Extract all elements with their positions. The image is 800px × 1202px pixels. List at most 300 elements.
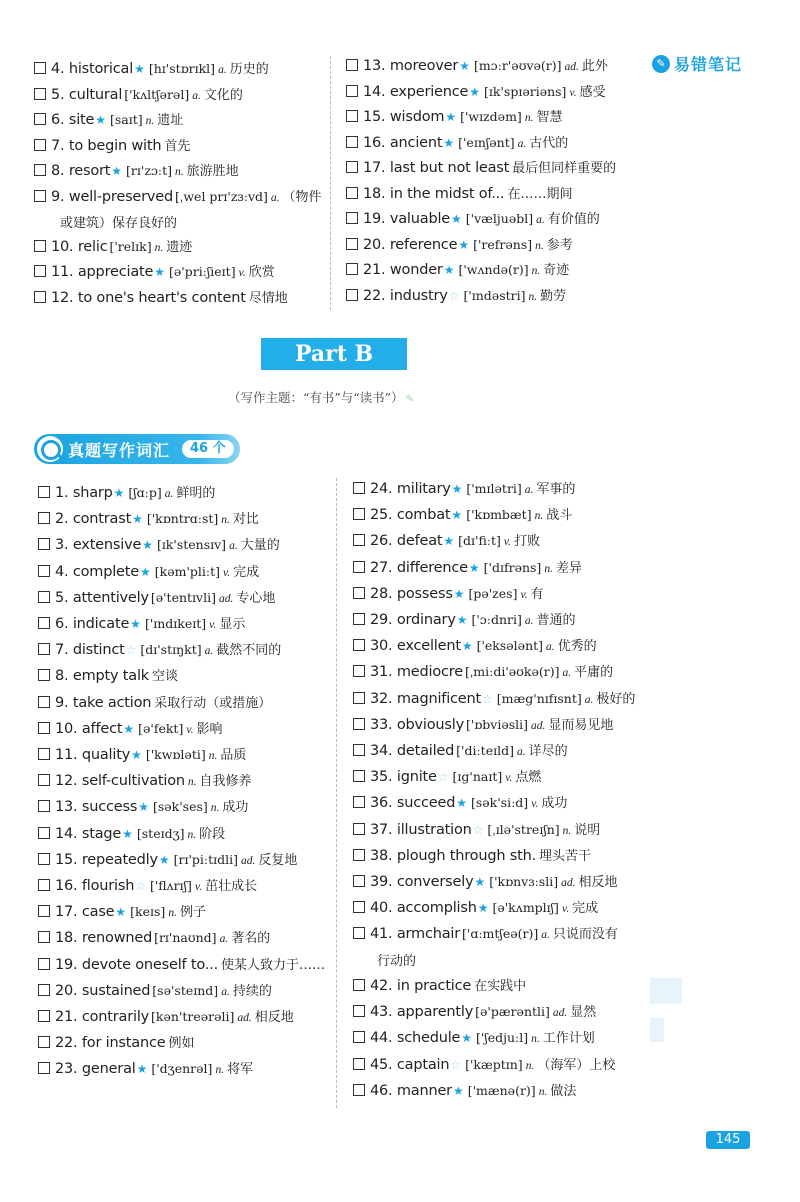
part-of-speech: a. <box>192 89 201 102</box>
part-of-speech: a. <box>204 645 214 658</box>
star-icon: ★ <box>138 800 149 815</box>
part-of-speech: v. <box>531 798 539 811</box>
part-of-speech: v. <box>520 588 528 601</box>
part-of-speech: n. <box>531 265 541 277</box>
part-of-speech: v. <box>503 536 512 549</box>
chinese-meaning: 采取行动（或措施） <box>154 695 272 711</box>
checkbox-icon[interactable] <box>34 62 46 74</box>
vocab-entry <box>38 1060 253 1079</box>
part-of-speech: n. <box>210 802 220 815</box>
checkbox-icon[interactable] <box>346 238 358 250</box>
phonetic: [keɪs] <box>130 904 166 920</box>
vocab-word: 43. apparently <box>370 1004 474 1021</box>
star-icon: ★ <box>461 1031 473 1046</box>
star-icon: ★ <box>451 482 463 496</box>
phonetic: [mɔːr'əʊvə(r)] <box>473 58 562 73</box>
vocab-entry <box>38 851 297 870</box>
chinese-meaning: 差异 <box>555 560 582 576</box>
vocab-entry <box>353 506 572 525</box>
vocab-entry <box>353 1082 576 1101</box>
checkbox-icon[interactable] <box>38 853 50 865</box>
phonetic: [ˌwel prɪ'zɜːvd] <box>175 188 268 204</box>
checkbox-icon[interactable] <box>353 823 365 835</box>
part-b-continuation-41: 行动的 <box>377 954 417 969</box>
phonetic: ['kɒmbæt] <box>466 507 532 523</box>
phonetic: [ɪg'naɪt] <box>452 769 503 785</box>
checkbox-icon[interactable] <box>353 482 365 494</box>
phonetic: ['flʌrɪʃ] <box>149 878 192 893</box>
part-of-speech: n. <box>215 1064 225 1077</box>
phonetic: [hɪ'stɒrɪkl] <box>148 61 216 76</box>
star-icon: ★ <box>452 1083 464 1098</box>
vocab-entry <box>353 637 597 656</box>
phonetic: [ə'priːʃieɪt] <box>169 264 236 279</box>
vocab-entry <box>34 188 322 207</box>
part-of-speech: n. <box>562 824 572 837</box>
star-icon: ★ <box>453 586 465 601</box>
part-of-speech: a. <box>218 64 227 76</box>
star-icon: ★ <box>142 538 153 553</box>
part-of-speech: n. <box>535 239 544 252</box>
part-of-speech: n. <box>524 112 534 124</box>
vocab-entry <box>34 86 243 105</box>
phonetic: ['kɒnvɜːsli] <box>489 874 559 889</box>
vocab-entry <box>38 667 178 686</box>
checkbox-icon[interactable] <box>38 722 50 734</box>
vocab-entry <box>38 694 271 713</box>
checkbox-icon[interactable] <box>353 561 365 573</box>
vocab-entry <box>34 162 239 181</box>
vocab-entry <box>353 742 568 761</box>
checkbox-icon[interactable] <box>353 1031 365 1043</box>
part-of-speech: a. <box>584 693 594 706</box>
phonetic: ['ɔːdnri] <box>471 612 522 627</box>
phonetic: [kəm'pliːt] <box>154 563 220 579</box>
chinese-meaning: 相反地 <box>254 1010 294 1025</box>
chinese-meaning: 鲜明的 <box>176 486 216 501</box>
phonetic: [ˌɪlə'streɪʃn] <box>487 821 560 837</box>
part-of-speech: v. <box>238 267 246 279</box>
star-icon: ★ <box>132 512 143 527</box>
checkbox-icon[interactable] <box>38 669 50 681</box>
vocab-word: 10. affect <box>55 720 123 737</box>
vocab-entry <box>353 794 567 813</box>
checkbox-icon[interactable] <box>38 617 50 629</box>
phonetic: ['mænə(r)] <box>467 1082 536 1098</box>
checkbox-icon[interactable] <box>353 1084 365 1096</box>
part-of-speech: v. <box>505 772 513 785</box>
part-b-title: Part B <box>261 338 407 370</box>
checkbox-icon[interactable] <box>34 88 46 100</box>
checkbox-icon[interactable] <box>353 901 365 913</box>
star-icon: ★ <box>443 135 455 150</box>
part-of-speech: a. <box>524 615 534 627</box>
vocab-word: 9. take action <box>55 694 152 711</box>
vocab-entry <box>38 772 252 791</box>
vocab-entry <box>353 1003 596 1022</box>
phonetic: [ə'fekt] <box>138 720 184 736</box>
phonetic: ['eɪnʃənt] <box>458 134 515 150</box>
phonetic: [rɪ'zɔːt] <box>126 163 173 178</box>
checkbox-icon[interactable] <box>353 692 365 704</box>
phonetic: ['refrəns] <box>473 236 533 252</box>
part-of-speech: n. <box>531 1033 540 1046</box>
vocab-word: 26. defeat <box>370 533 443 550</box>
vocab-entry <box>353 532 540 551</box>
part-of-speech: n. <box>534 510 544 523</box>
part-of-speech: v. <box>194 881 203 893</box>
phonetic: ['diːteɪld] <box>456 743 514 758</box>
vocab-entry <box>38 589 275 608</box>
vocab-word: 18. renowned <box>55 930 153 947</box>
vocab-word: 46. manner <box>370 1082 452 1099</box>
star-icon: ★ <box>458 237 470 252</box>
checkbox-icon[interactable] <box>38 905 50 917</box>
vocab-word: 5. attentively <box>55 589 149 606</box>
vocab-entry <box>38 536 280 555</box>
vocab-entry <box>38 929 270 948</box>
chinese-meaning: 自我修养 <box>199 774 252 790</box>
chinese-meaning: 茁壮成长 <box>205 879 258 894</box>
checkbox-icon[interactable] <box>353 613 365 625</box>
vocab-word: 25. combat <box>370 507 451 524</box>
vocab-entry <box>346 185 572 204</box>
checkbox-icon[interactable] <box>38 486 50 498</box>
checkbox-icon[interactable] <box>353 796 365 808</box>
checkbox-icon[interactable] <box>34 265 46 277</box>
part-of-speech: ad. <box>531 719 546 732</box>
chinese-meaning: 极好的 <box>596 691 636 707</box>
vocab-entry <box>38 956 325 975</box>
checkbox-icon[interactable] <box>353 744 365 756</box>
vocab-entry <box>34 263 275 282</box>
star-icon: ★ <box>468 560 480 575</box>
vocab-word: 35. ignite <box>370 769 437 786</box>
vocab-entry <box>34 289 288 308</box>
checkbox-icon[interactable] <box>353 849 365 861</box>
phonetic: ['ɒbviəsli] <box>465 716 529 732</box>
phonetic: ['ɑːmtʃeə(r)] <box>462 926 539 942</box>
checkbox-icon[interactable] <box>353 665 365 677</box>
vocab-word: 8. resort <box>51 163 111 179</box>
pencil-icon: ✎ <box>652 55 670 73</box>
vocab-word: 33. obviously <box>370 716 464 733</box>
checkbox-icon[interactable] <box>346 289 358 301</box>
phonetic: [steɪdʒ] <box>136 825 185 841</box>
checkbox-icon[interactable] <box>34 164 46 176</box>
vocab-entry <box>353 873 617 892</box>
chinese-meaning: 详尽的 <box>528 744 568 759</box>
vocab-word: 17. last but not least <box>363 160 510 176</box>
phonetic: [mæg'nɪfɪsnt] <box>496 690 582 706</box>
part-of-speech: n. <box>528 290 538 303</box>
vocab-entry <box>38 510 259 529</box>
writing-theme: （写作主题：“有书”与“读书”） ✎ <box>228 390 414 405</box>
phonetic: ['dʒenrəl] <box>151 1061 213 1077</box>
vocab-word: 7. distinct <box>55 642 125 659</box>
chinese-meaning: 显示 <box>219 617 246 632</box>
chinese-meaning: 优秀的 <box>557 639 597 655</box>
vocab-entry <box>346 57 608 76</box>
phonetic: [saɪt] <box>110 112 143 127</box>
checkbox-icon[interactable] <box>353 718 365 730</box>
vocab-word: 19. devote oneself to... <box>55 956 218 973</box>
vocab-entry <box>34 111 183 130</box>
vocab-word: 15. wisdom <box>363 109 445 125</box>
chinese-meaning: 此外 <box>581 59 608 74</box>
vocab-word: 13. moreover <box>363 58 459 74</box>
part-of-speech: a. <box>541 929 550 942</box>
star-icon: ★ <box>451 212 462 226</box>
phonetic: [rɪ'piːtɪdli] <box>173 851 239 867</box>
phonetic: [sək'ses] <box>152 799 208 815</box>
phonetic: [rɪ'naʊnd] <box>154 930 217 946</box>
vocab-entry <box>38 798 248 817</box>
checkbox-icon[interactable] <box>38 696 50 708</box>
checkbox-icon[interactable] <box>34 190 46 202</box>
star-icon: ★ <box>130 617 141 631</box>
phonetic: ['relɪk] <box>109 238 152 254</box>
part-of-speech: ad. <box>552 1007 568 1020</box>
checkbox-icon[interactable] <box>38 643 50 655</box>
pen-mark-icon: ✎ <box>405 394 414 405</box>
checkbox-icon[interactable] <box>353 639 365 651</box>
vocab-word: 4. historical <box>51 61 134 77</box>
chinese-meaning: 古代的 <box>529 135 569 151</box>
chinese-meaning: 遗址 <box>157 113 184 128</box>
vocab-word: 40. accomplish <box>370 900 477 917</box>
checkbox-icon[interactable] <box>38 748 50 760</box>
chinese-meaning: 最后但同样重要的 <box>512 161 617 176</box>
checkbox-icon[interactable] <box>38 958 50 970</box>
part-a-divider <box>330 56 331 310</box>
star-icon: ★ <box>158 852 170 867</box>
vocab-entry <box>34 60 269 79</box>
checkbox-icon[interactable] <box>346 212 358 224</box>
part-of-speech: n. <box>175 166 184 178</box>
phonetic: ['kɒntrɑːst] <box>146 511 219 527</box>
vocab-word: 7. to begin with <box>51 137 162 154</box>
chinese-meaning: 阶段 <box>199 826 226 842</box>
checkbox-icon[interactable] <box>38 1062 50 1074</box>
part-of-speech: a. <box>270 191 280 204</box>
chinese-meaning: 有 <box>530 586 544 602</box>
vocab-word: 14. experience <box>363 83 469 100</box>
star-icon: ★ <box>154 265 165 279</box>
vocab-entry <box>38 1008 294 1027</box>
phonetic: [pə'zes] <box>468 585 518 601</box>
checkbox-icon[interactable] <box>38 931 50 943</box>
vocab-word: 5. cultural <box>51 86 123 103</box>
checkbox-icon[interactable] <box>34 113 46 125</box>
vocab-entry <box>346 83 606 102</box>
checkbox-icon[interactable] <box>38 774 50 786</box>
vocab-entry <box>353 716 613 735</box>
chinese-meaning: 例如 <box>168 1036 195 1052</box>
chinese-meaning: 只说而没有 <box>552 927 618 943</box>
vocab-word: 13. success <box>55 799 138 816</box>
phonetic: [ˌmiːdi'əʊkə(r)] <box>464 664 560 680</box>
phonetic: ['ɪndɪkeɪt] <box>144 616 207 631</box>
vocab-entry <box>353 690 635 709</box>
star-icon: ★ <box>95 113 106 127</box>
checkbox-icon[interactable] <box>353 770 365 782</box>
chinese-meaning: 奇迹 <box>543 263 570 278</box>
vocab-entry <box>346 210 600 229</box>
phonetic: [ə'tentɪvli] <box>150 589 216 605</box>
chinese-meaning: 持续的 <box>232 983 272 999</box>
vocab-word: 30. excellent <box>370 638 461 655</box>
chinese-meaning: 显而易见地 <box>548 717 614 733</box>
checkbox-icon[interactable] <box>346 161 358 173</box>
part-of-speech: n. <box>187 776 197 789</box>
vocab-word: 19. valuable <box>363 211 450 227</box>
phonetic: ['ʃedjuːl] <box>476 1030 529 1046</box>
star-icon: ★ <box>113 486 125 500</box>
checkbox-icon[interactable] <box>34 240 46 252</box>
chinese-meaning: 大量的 <box>240 538 280 554</box>
checkbox-icon[interactable] <box>346 85 358 97</box>
chinese-meaning: 智慧 <box>536 110 563 125</box>
star-icon: ★ <box>477 901 489 916</box>
chinese-meaning: 做法 <box>550 1083 577 1099</box>
star-icon: ★ <box>451 508 463 523</box>
phonetic: [sə'steɪnd] <box>152 982 219 998</box>
vocab-entry <box>38 641 281 660</box>
part-of-speech: a. <box>536 214 545 226</box>
vocab-word: 23. general <box>55 1061 136 1078</box>
checkbox-icon[interactable] <box>38 512 50 524</box>
vocab-entry <box>353 977 526 996</box>
checkbox-icon[interactable] <box>353 1058 365 1070</box>
phonetic: [sək'siːd] <box>470 795 529 811</box>
phonetic: ['mɪlətri] <box>466 481 522 496</box>
vocab-word: 34. detailed <box>370 743 455 759</box>
vocab-word: 41. armchair <box>370 926 461 943</box>
part-of-speech: a. <box>229 540 238 553</box>
checkbox-icon[interactable] <box>353 927 365 939</box>
vocab-word: 11. appreciate <box>51 264 154 280</box>
checkbox-icon[interactable] <box>34 291 46 303</box>
part-of-speech: ad. <box>237 1012 252 1024</box>
checkbox-icon[interactable] <box>38 879 50 891</box>
phonetic: [ə'kʌmplɪʃ] <box>492 900 559 916</box>
vocab-word: 24. military <box>370 481 451 497</box>
vocab-entry <box>38 720 222 739</box>
checkbox-icon[interactable] <box>353 508 365 520</box>
chinese-meaning: 对比 <box>232 512 259 528</box>
checkbox-icon[interactable] <box>38 1036 50 1048</box>
chinese-meaning: 感受 <box>579 84 606 100</box>
phonetic: [dɪ'stɪŋkt] <box>140 642 202 658</box>
vocab-word: 16. flourish <box>55 878 135 894</box>
checkbox-icon[interactable] <box>346 187 358 199</box>
phonetic: ['eksələnt] <box>476 638 544 654</box>
checkbox-icon[interactable] <box>353 1005 365 1017</box>
chinese-meaning: 旅游胜地 <box>186 164 239 179</box>
star-outline-icon: ☆ <box>450 1057 462 1072</box>
part-of-speech: n. <box>208 750 218 762</box>
vocab-word: 27. difference <box>370 559 468 576</box>
chinese-meaning: 使某人致力于…… <box>221 957 326 973</box>
chinese-meaning: 成功 <box>222 800 249 816</box>
chinese-meaning: 反复地 <box>258 852 298 868</box>
checkbox-icon[interactable] <box>346 263 358 275</box>
checkbox-icon[interactable] <box>346 136 358 148</box>
vocab-word: 28. possess <box>370 585 453 602</box>
vocab-word: 6. site <box>51 112 95 128</box>
star-icon: ★ <box>134 62 145 76</box>
star-outline-icon: ☆ <box>437 770 449 785</box>
part-of-speech: n. <box>221 514 230 527</box>
star-icon: ★ <box>461 639 473 654</box>
vocab-entry <box>38 746 246 765</box>
brand-logo <box>652 52 742 75</box>
part-of-speech: n. <box>145 115 155 127</box>
star-icon: ★ <box>123 721 135 736</box>
vocab-word: 12. self-cultivation <box>55 773 185 790</box>
star-outline-icon: ☆ <box>135 879 146 893</box>
vocab-entry <box>38 903 206 922</box>
vocab-entry <box>353 899 598 918</box>
star-icon: ★ <box>136 1062 148 1077</box>
phonetic: [ə'pærəntli] <box>475 1004 550 1020</box>
vocab-word: 14. stage <box>55 825 122 842</box>
vocab-entry <box>346 159 616 178</box>
checkbox-icon[interactable] <box>353 534 365 546</box>
checkbox-icon[interactable] <box>38 565 50 577</box>
star-icon: ★ <box>111 164 123 178</box>
phonetic: ['wʌndə(r)] <box>458 262 529 277</box>
checkbox-icon[interactable] <box>346 110 358 122</box>
vocab-word: 3. extensive <box>55 537 142 554</box>
part-of-speech: a. <box>221 985 230 998</box>
part-a-continuation-9: 或建筑）保存良好的 <box>60 216 178 231</box>
phonetic: ['ɪndəstri] <box>463 287 526 303</box>
vocab-word: 36. succeed <box>370 795 456 812</box>
checkbox-icon[interactable] <box>353 587 365 599</box>
checkbox-icon[interactable] <box>38 827 50 839</box>
vocab-entry <box>34 137 190 156</box>
chinese-meaning: 将军 <box>227 1062 254 1078</box>
checkbox-icon[interactable] <box>38 800 50 812</box>
vocab-entry <box>353 559 582 578</box>
checkbox-icon[interactable] <box>38 591 50 603</box>
chinese-meaning: 在……期间 <box>507 186 573 202</box>
vocab-word: 15. repeatedly <box>55 851 158 868</box>
chinese-meaning: 在实践中 <box>474 978 527 994</box>
vocab-entry <box>346 236 573 255</box>
checkbox-icon[interactable] <box>346 59 358 71</box>
vocab-word: 39. conversely <box>370 874 474 890</box>
checkbox-icon[interactable] <box>38 1010 50 1022</box>
checkbox-icon[interactable] <box>353 875 365 887</box>
chinese-meaning: 打败 <box>514 534 541 550</box>
checkbox-icon[interactable] <box>38 538 50 550</box>
vocab-word: 2. contrast <box>55 511 132 528</box>
star-icon: ★ <box>445 110 457 124</box>
vocab-entry <box>346 287 566 306</box>
checkbox-icon[interactable] <box>34 139 46 151</box>
checkbox-icon[interactable] <box>38 984 50 996</box>
phonetic: [ɪk'spɪəriəns] <box>484 83 567 99</box>
vocab-word: 44. schedule <box>370 1030 461 1047</box>
checkbox-icon[interactable] <box>353 979 365 991</box>
vocab-entry <box>34 238 192 257</box>
vocab-word: 9. well-preserved <box>51 188 174 205</box>
part-of-speech: ad. <box>241 854 256 867</box>
chinese-meaning: 遗迹 <box>166 239 193 255</box>
